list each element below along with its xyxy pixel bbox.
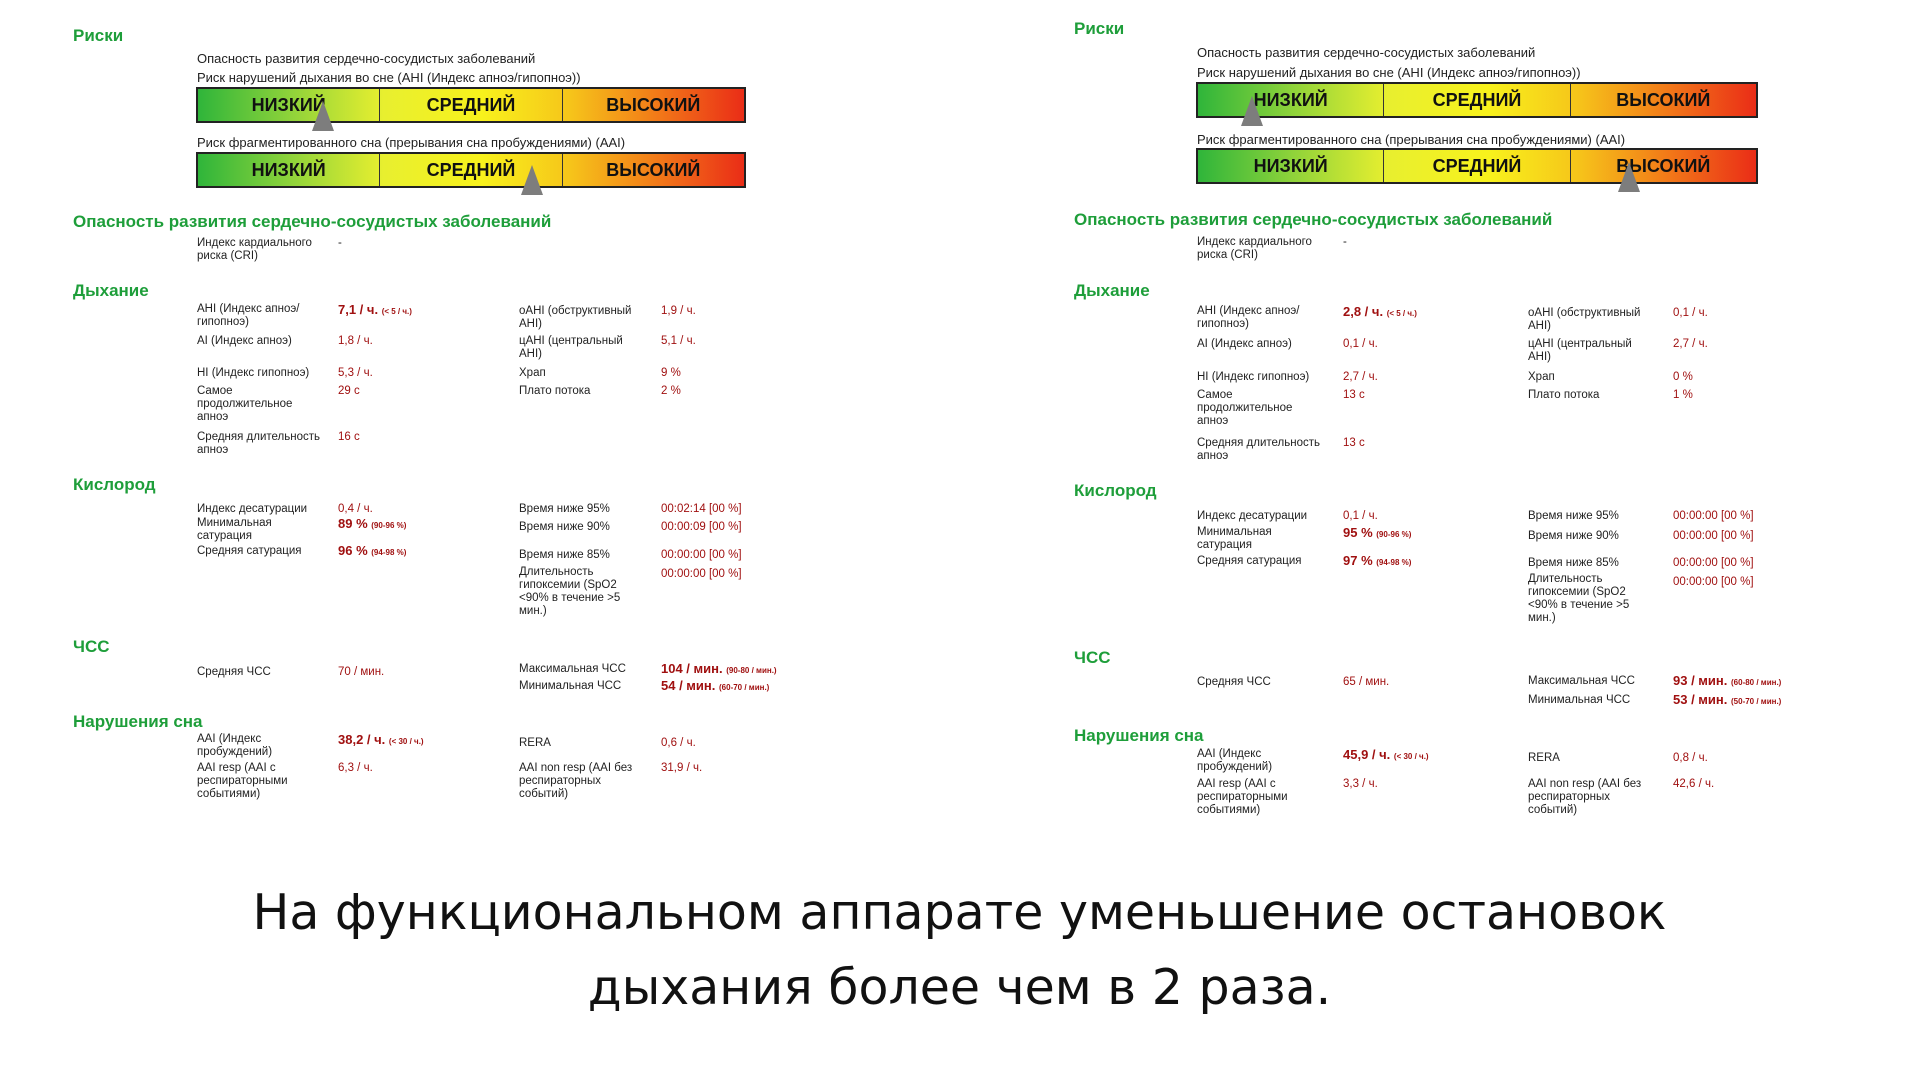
risk-low: НИЗКИЙ	[198, 89, 380, 121]
cri-value: -	[338, 237, 342, 249]
risk-medium: СРЕДНИЙ	[380, 154, 562, 186]
min-sat-label: Минимальная сатурация	[197, 517, 272, 542]
avg-sat-label: Средняя сатурация	[1197, 555, 1302, 567]
hr-title: ЧСС	[73, 637, 110, 656]
cahi-label: цAHI (центральный AHI)	[1528, 338, 1632, 363]
aai-value: 45,9 / ч. (< 30 / ч.)	[1343, 747, 1429, 762]
aai-resp-label: AAI resp (AAI с респираторными событиями)	[197, 762, 288, 800]
t90-value: 00:00:09 [00 %]	[661, 521, 742, 533]
avg-hr-label: Средняя ЧСС	[197, 666, 271, 678]
odi-label: Индекс десатурации	[1197, 510, 1308, 522]
aai-resp-value: 6,3 / ч.	[338, 762, 373, 774]
breathing-title: Дыхание	[73, 281, 149, 300]
cahi-value: 2,7 / ч.	[1673, 338, 1708, 350]
aai-nonresp-label: AAI non resp (AAI без респираторных событий)	[1528, 778, 1642, 816]
risk-low: НИЗКИЙ	[198, 154, 380, 186]
ai-label: AI (Индекс апноэ)	[1197, 338, 1292, 350]
avg-apnea-label: Средняя длительность апноэ	[1197, 437, 1321, 462]
cv-danger-line: Опасность развития сердечно-сосудистых заболеваний	[1197, 45, 1536, 60]
aai-risk-label: Риск фрагментированного сна (прерывания сна пробуждениями) (AAI)	[1197, 132, 1626, 147]
aai-nonresp-value: 42,6 / ч.	[1673, 778, 1715, 790]
sleep-title: Нарушения сна	[1074, 726, 1204, 745]
longest-apnea-label: Самое продолжительное апноэ	[1197, 389, 1293, 427]
risk-low: НИЗКИЙ	[1198, 150, 1384, 182]
flow-plateau-value: 1 %	[1673, 389, 1693, 401]
cv-danger-line: Опасность развития сердечно-сосудистых заболеваний	[197, 51, 536, 66]
ahi-risk-label: Риск нарушений дыхания во сне (AHI (Индекс апноэ/гипопноэ))	[1197, 65, 1581, 80]
breathing-title: Дыхание	[1074, 281, 1150, 300]
t95-label: Время ниже 95%	[1528, 510, 1619, 522]
cri-label: Индекс кардиального риска (CRI)	[197, 237, 312, 262]
t90-label: Время ниже 90%	[1528, 530, 1619, 542]
avg-apnea-value: 16 с	[338, 431, 360, 443]
ai-value: 0,1 / ч.	[1343, 338, 1378, 350]
rera-value: 0,6 / ч.	[661, 737, 696, 749]
cahi-value: 5,1 / ч.	[661, 335, 696, 347]
aai-label: AAI (Индекс пробуждений)	[1197, 748, 1273, 773]
risk-medium: СРЕДНИЙ	[1384, 84, 1570, 116]
cv-section-title: Опасность развития сердечно-сосудистых заболеваний	[73, 212, 552, 231]
t90-value: 00:00:00 [00 %]	[1673, 530, 1754, 542]
min-hr-value: 54 / мин. (60-70 / мин.)	[661, 678, 770, 693]
risk-high: ВЫСОКИЙ	[1616, 89, 1711, 110]
risks-title: Риски	[1074, 19, 1125, 38]
t85-label: Время ниже 85%	[519, 549, 610, 561]
caption-line-1: На функциональном аппарате уменьшение остановок	[252, 884, 1667, 941]
avg-hr-value: 70 / мин.	[338, 666, 385, 678]
ahi-value: 7,1 / ч. (< 5 / ч.)	[338, 302, 412, 317]
min-hr-label: Минимальная ЧСС	[1528, 694, 1631, 706]
odi-value: 0,4 / ч.	[338, 503, 373, 515]
t85-label: Время ниже 85%	[1528, 557, 1619, 569]
hypox-value: 00:00:00 [00 %]	[1673, 576, 1754, 588]
flow-plateau-label: Плато потока	[519, 385, 591, 397]
aai-nonresp-label: AAI non resp (AAI без респираторных событий)	[519, 762, 633, 800]
avg-apnea-label: Средняя длительность апноэ	[197, 431, 321, 456]
cri-value: -	[1343, 236, 1347, 248]
risk-high: ВЫСОКИЙ	[606, 94, 701, 115]
oahi-label: oAHI (обструктивный AHI)	[519, 305, 632, 330]
longest-apnea-value: 29 с	[338, 385, 360, 397]
avg-hr-label: Средняя ЧСС	[1197, 676, 1271, 688]
rera-label: RERA	[519, 737, 551, 749]
risk-medium: СРЕДНИЙ	[380, 89, 562, 121]
aai-value: 38,2 / ч. (< 30 / ч.)	[338, 732, 424, 747]
oxygen-title: Кислород	[1074, 481, 1157, 500]
aai-risk-label: Риск фрагментированного сна (прерывания сна пробуждениями) (AAI)	[197, 135, 626, 150]
oahi-value: 0,1 / ч.	[1673, 307, 1708, 319]
hypox-label: Длительность гипоксемии (SpO2 <90% в течение >5 мин.)	[1528, 573, 1630, 624]
flow-plateau-label: Плато потока	[1528, 389, 1600, 401]
longest-apnea-label: Самое продолжительное апноэ	[197, 385, 293, 423]
cri-label: Индекс кардиального риска (CRI)	[1197, 236, 1312, 261]
rera-label: RERA	[1528, 752, 1560, 764]
ahi-risk-bar	[196, 87, 746, 123]
oahi-label: oAHI (обструктивный AHI)	[1528, 307, 1641, 332]
snore-value: 9 %	[661, 367, 681, 379]
t85-value: 00:00:00 [00 %]	[661, 549, 742, 561]
oahi-value: 1,9 / ч.	[661, 305, 696, 317]
aai-risk-bar	[196, 152, 746, 188]
avg-apnea-value: 13 с	[1343, 437, 1365, 449]
avg-sat-label: Средняя сатурация	[197, 545, 302, 557]
t85-value: 00:00:00 [00 %]	[1673, 557, 1754, 569]
risk-high: ВЫСОКИЙ	[1616, 155, 1711, 176]
ahi-label: AHI (Индекс апноэ/ гипопноэ)	[1197, 305, 1300, 330]
avg-sat-value: 97 % (94-98 %)	[1343, 553, 1412, 568]
min-hr-label: Минимальная ЧСС	[519, 680, 622, 692]
risk-medium: СРЕДНИЙ	[1384, 150, 1570, 182]
t95-value: 00:02:14 [00 %]	[661, 503, 742, 515]
longest-apnea-value: 13 с	[1343, 389, 1365, 401]
max-hr-label: Максимальная ЧСС	[519, 663, 626, 675]
odi-value: 0,1 / ч.	[1343, 510, 1378, 522]
min-sat-value: 95 % (90-96 %)	[1343, 525, 1412, 540]
max-hr-label: Максимальная ЧСС	[1528, 675, 1635, 687]
snore-label: Храп	[1528, 371, 1555, 383]
ahi-risk-marker	[312, 101, 334, 131]
aai-risk-bar	[1196, 148, 1758, 184]
ahi-label: AHI (Индекс апноэ/ гипопноэ)	[197, 303, 300, 328]
min-sat-value: 89 % (90-96 %)	[338, 516, 407, 531]
hi-value: 2,7 / ч.	[1343, 371, 1378, 383]
cv-section-title: Опасность развития сердечно-сосудистых заболеваний	[1074, 210, 1553, 229]
risks-title: Риски	[73, 26, 124, 45]
aai-resp-value: 3,3 / ч.	[1343, 778, 1378, 790]
odi-label: Индекс десатурации	[197, 503, 308, 515]
ahi-risk-bar	[1196, 82, 1758, 118]
hi-label: HI (Индекс гипопноэ)	[197, 367, 310, 379]
avg-sat-value: 96 % (94-98 %)	[338, 543, 407, 558]
hr-title: ЧСС	[1074, 648, 1111, 667]
ahi-risk-label: Риск нарушений дыхания во сне (AHI (Индекс апноэ/гипопноэ))	[197, 70, 581, 85]
min-sat-label: Минимальная сатурация	[1197, 526, 1272, 551]
max-hr-value: 104 / мин. (90-80 / мин.)	[661, 661, 777, 676]
snore-value: 0 %	[1673, 371, 1693, 383]
aai-resp-label: AAI resp (AAI с респираторными событиями)	[1197, 778, 1288, 816]
max-hr-value: 93 / мин. (60-80 / мин.)	[1673, 673, 1782, 688]
aai-risk-marker	[521, 165, 543, 195]
hi-value: 5,3 / ч.	[338, 367, 373, 379]
aai-risk-marker	[1618, 162, 1640, 192]
avg-hr-value: 65 / мин.	[1343, 676, 1390, 688]
sleep-title: Нарушения сна	[73, 712, 203, 731]
risk-high: ВЫСОКИЙ	[606, 159, 701, 180]
ai-value: 1,8 / ч.	[338, 335, 373, 347]
caption-line-2: дыхания более чем в 2 раза.	[587, 959, 1332, 1016]
min-hr-value: 53 / мин. (50-70 / мин.)	[1673, 692, 1782, 707]
hypox-label: Длительность гипоксемии (SpO2 <90% в течение >5 мин.)	[519, 566, 621, 617]
aai-label: AAI (Индекс пробуждений)	[197, 733, 273, 758]
risk-low: НИЗКИЙ	[1198, 84, 1384, 116]
rera-value: 0,8 / ч.	[1673, 752, 1708, 764]
ahi-risk-marker	[1241, 96, 1263, 126]
hypox-value: 00:00:00 [00 %]	[661, 568, 742, 580]
aai-nonresp-value: 31,9 / ч.	[661, 762, 703, 774]
ai-label: AI (Индекс апноэ)	[197, 335, 292, 347]
snore-label: Храп	[519, 367, 546, 379]
ahi-value: 2,8 / ч. (< 5 / ч.)	[1343, 304, 1417, 319]
hi-label: HI (Индекс гипопноэ)	[1197, 371, 1310, 383]
flow-plateau-value: 2 %	[661, 385, 681, 397]
t95-value: 00:00:00 [00 %]	[1673, 510, 1754, 522]
cahi-label: цAHI (центральный AHI)	[519, 335, 623, 360]
t90-label: Время ниже 90%	[519, 521, 610, 533]
oxygen-title: Кислород	[73, 475, 156, 494]
t95-label: Время ниже 95%	[519, 503, 610, 515]
